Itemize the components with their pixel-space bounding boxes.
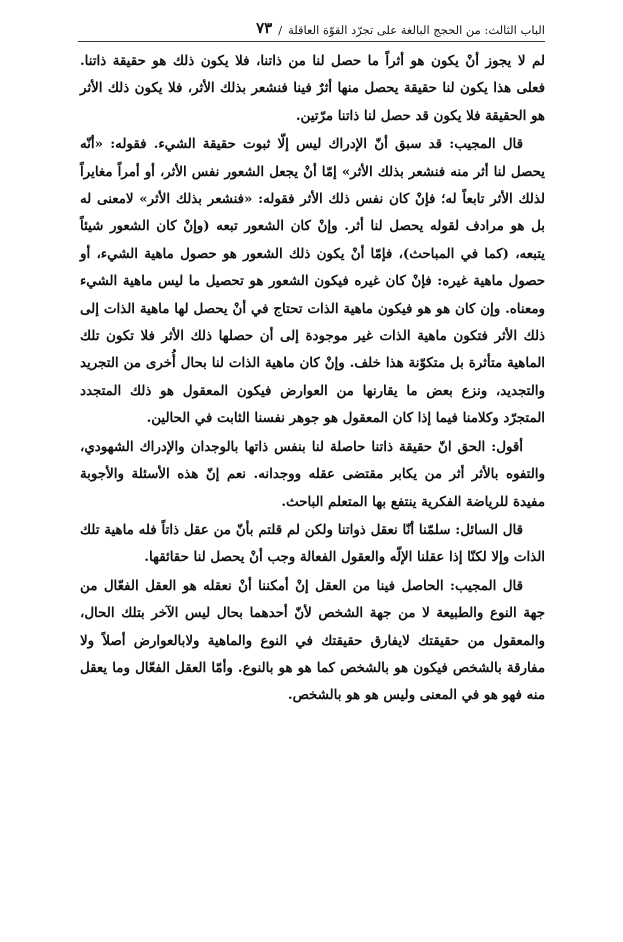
paragraph-1: لم لا يجوز أنْ يكون هو أثراً ما حصل لنا من ذاتنا، فلا يكون ذلك هو حقيقة ذاتنا. فعلى هذا يكون لنا حقيقة يحصل منها أثرٌ فينا فنشعر بذلك الأثر، فلا يكون ذلك الأثر هو الحقيقة فلا يكون قد حصل لنا ذاتنا مرّتين.: [80, 53, 545, 124]
body-text: [80, 48, 545, 711]
paragraph-5: قال المجيب: الحاصل فينا من العقل إنْ أمكننا أنْ نعقله هو العقل الفعّال من جهة النوع والطبيعة لا من جهة الشخص لأنّ أحدهما بحال ليس الآخر بتلك الحال، والمعقول من حقيقتك لايفارق حقيقتك في النوع والماهية ولابالعوارض أصلاً ولا مفارقة بالشخص فيكون هو بالشخص كما هو هو بالنوع. وأمّا العقل الفعّال وما يعقل منه فهو هو في المعنى وليس هو هو بالشخص.: [80, 577, 545, 704]
paragraph-3: أقول: الحق انّ حقيقة ذاتنا حاصلة لنا بنفس ذاتها بالوجدان والإدراك الشهودي، والتفوه بالأثر أثر من يكابر مقتضى عقله ووجدانه. نعم إنّ هذه الأسئلة والأجوبة مفيدة للرياضة الفكرية ينتفع بها المتعلم الباحث.: [80, 438, 545, 510]
page-number: ٧٣: [256, 19, 273, 37]
chapter-title: الباب الثالث: من الحجج البالغة على تجرّد القوّة العاقلة: [288, 23, 545, 37]
paragraph-2: قال المجيب: قد سبق أنّ الإدراك ليس إلّا ثبوت حقيقة الشيء. فقوله: «أنّه يحصل لنا أثر منه فنشعر بذلك الأثر» إمّا أنْ يجعل الشعور نفس الأثر، أو أمراً مغايراً لذلك الأثر تابعاً له؛ فإنْ كان نفس ذلك الأثر فقوله: «فنشعر بذلك الأثر» لامعنى له بل هو مرادف لقوله يحصل لنا أثر. وإنْ كان الشعور تبعه (وإنْ كان الشعور شيئاً يتبعه، (كما في المباحث)، فإمّا أنْ يكون ذلك الشعور هو حصول ماهية الشيء، أو حصول ماهية غيره: فإنْ كان غيره فيكون الشعور هو تحصيل ما ليس ماهية الشيء ومعناه. وإن كان هو هو فيكون ماهية الذات تحتاج في أنْ يحصل لها ماهية الذات إلى ذلك الأثر فتكون ماهية الذات غير موجودة إلى أن حصلها ذلك الأثر فلا تكون تلك الماهية متأثرة بل متكوّنة هذا خلف. وإنْ كان ماهية الذات لنا بحال أُخرى من التجريد والتجديد، ونزع بعض ما يقارنها من العوارض فيكون المعقول هو ذلك المتجدد المتجرّد وكلامنا فيما إذا كان المعقول هو جوهر نفسنا الثابت في الحالين.: [80, 136, 545, 427]
header-separator: /: [278, 23, 283, 37]
running-header: [78, 14, 545, 42]
paragraph-4: قال السائل: سلمّنا أنّا نعقل ذواتنا ولكن لم قلتم بأنّ من عقل ذاتاً فله ماهية تلك الذات وإلا لكنّا إذا عقلنا الإلّه والعقول الفعالة وجب أنْ يحصل لنا حقائقها.: [80, 521, 545, 566]
